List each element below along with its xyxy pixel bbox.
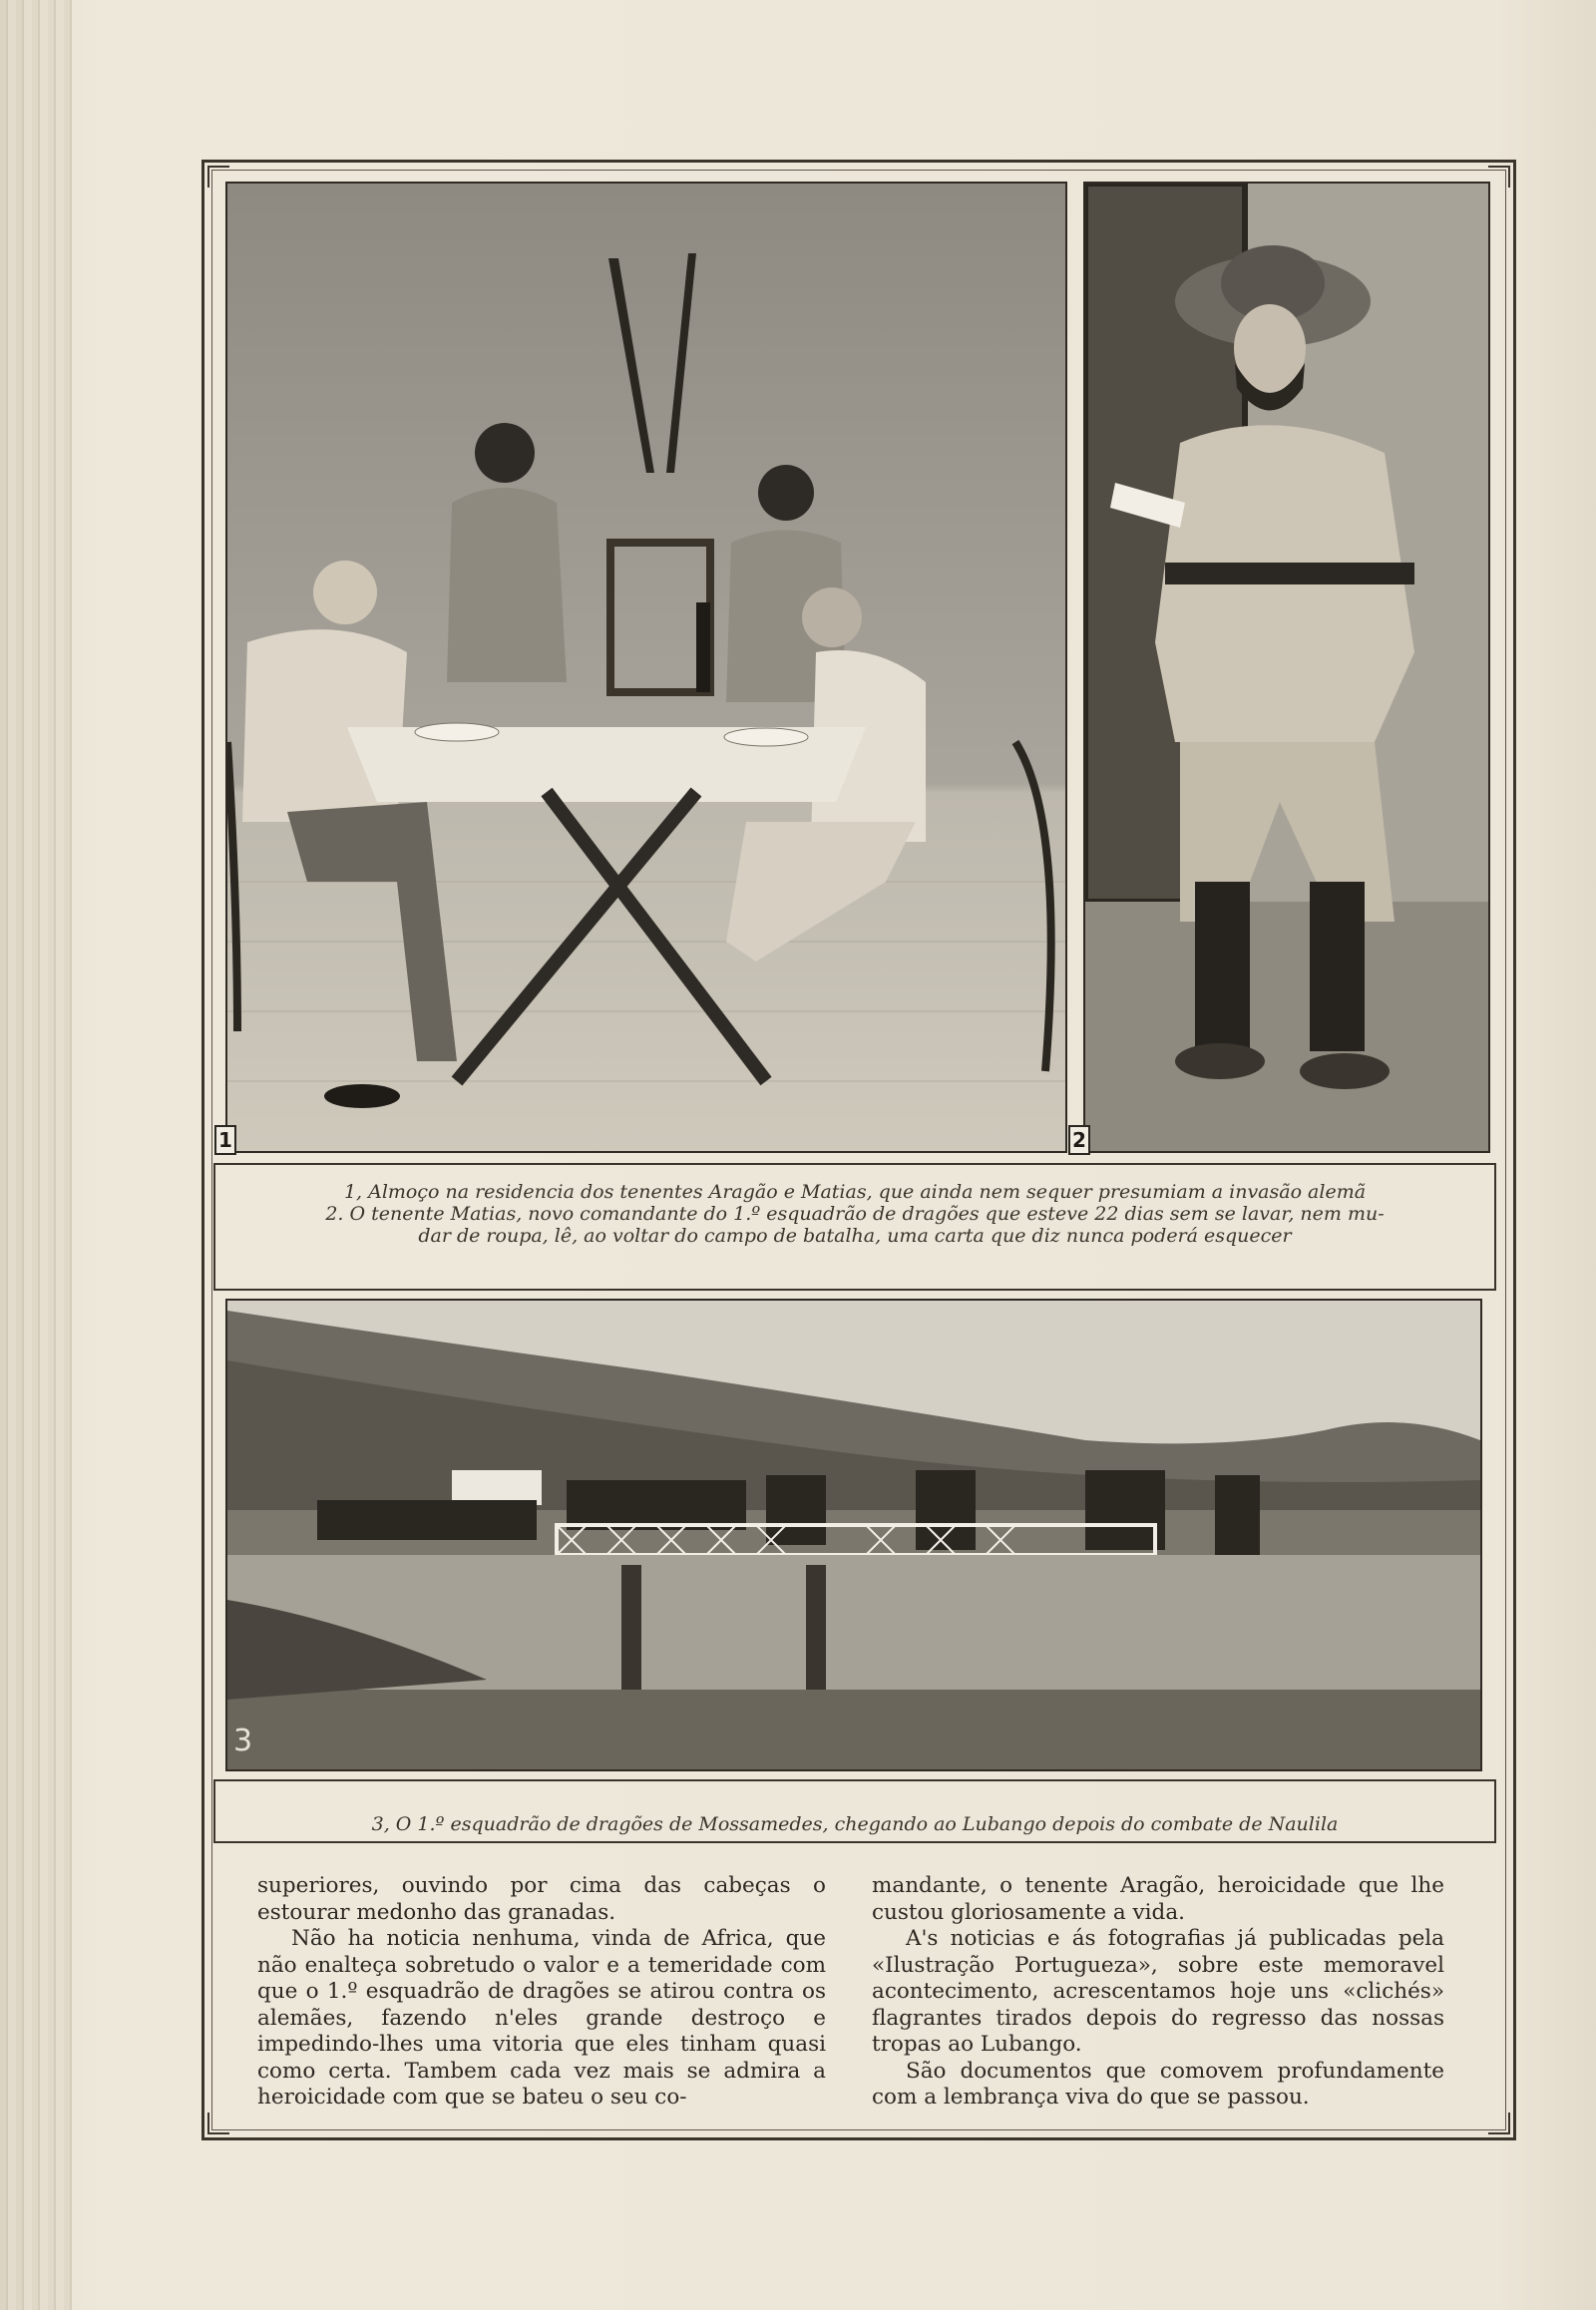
article-paragraph: mandante, o tenente Aragão, heroicidade que lhe custou gloriosamente a vida. [872,1873,1444,1925]
caption-line: dar de roupa, lê, ao voltar do campo de batalha, uma carta que diz nunca poderá esquecer [418,1225,1292,1247]
caption-line: 1, Almoço na residencia dos tenentes Aragão e Matias, que ainda nem sequer presumiam a invasão alemã [343,1181,1367,1203]
frame-corner-ornament [207,2113,229,2134]
article-paragraph: A's noticias e ás fotografias já publicadas pela «Ilustração Portugueza», sobre este memoravel acontecimento, acrescentamos hoje uns «clichés» flagrantes tirados depois do regresso das nossas tropas ao Lubango. [872,1926,1444,2057]
article-paragraph: São documentos que comovem profundamente com a lembrança viva do que se passou. [872,2058,1444,2110]
caption-bottom: 3, O 1.º esquadrão de dragões de Mossamedes, chegando ao Lubango depois do combate de Naulila [371,1813,1339,1835]
photo-officer-portrait [1083,182,1490,1153]
article-paragraph: Não ha noticia nenhuma, vinda de Africa, que não enalteça sobretudo o valor e a temeridade com que o 1.º esquadrão de dragões se atirou contra os alemães, fazendo n'eles grande destroço e impedindo-lhes uma vitoria que eles tinham quasi como certa. Tambem cada vez mais se admira a heroicidade com que se bateu o seu co- [257,1926,826,2110]
frame-corner-ornament [1488,166,1510,188]
frame-corner-ornament [1488,2113,1510,2134]
photo-lunch-scene [225,182,1067,1153]
photo-number-badge: 1 [214,1125,236,1155]
article-paragraph: superiores, ouvindo por cima das cabeças o estourar medonho das granadas. [257,1873,826,1925]
article-column-left [257,1873,826,2112]
article-column-right [872,1873,1444,2112]
page-spine [0,0,72,2310]
photo-number: 3 [233,1724,253,1758]
caption-line: 2. O tenente Matias, novo comandante do 1.º esquadrão de dragões que esteve 22 dias sem se lavar, nem mu- [325,1203,1385,1225]
photo-number-badge: 2 [1068,1125,1090,1155]
caption-top [229,1181,1480,1247]
photo-dragoons-bridge [225,1299,1482,1771]
